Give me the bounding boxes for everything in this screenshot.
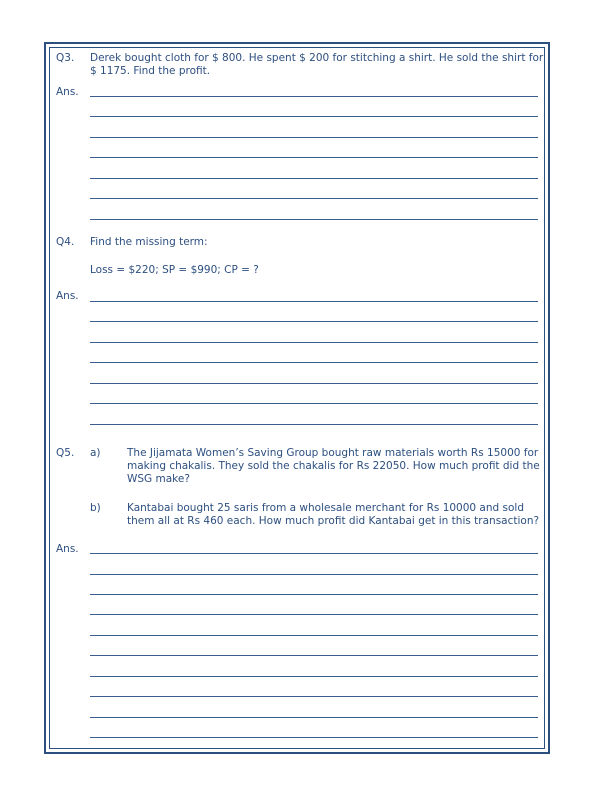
worksheet-inner-border xyxy=(49,47,545,749)
answer-line xyxy=(90,696,538,697)
q5-part-b-label: b) xyxy=(90,502,101,514)
q4-answer-label: Ans. xyxy=(56,290,79,302)
q5-part-a-text: The Jijamata Women’s Saving Group bought raw materials worth Rs 15000 for making chakalis. They sold the chakalis for Rs 22050. How much profit did the WSG make? xyxy=(127,447,540,485)
q4-number: Q4. xyxy=(56,236,75,248)
q3-answer-label: Ans. xyxy=(56,86,79,98)
answer-line xyxy=(90,635,538,636)
answer-line xyxy=(90,219,538,220)
answer-line xyxy=(90,403,538,404)
q5-number: Q5. xyxy=(56,447,75,459)
answer-line xyxy=(90,553,538,554)
q4-question-text: Find the missing term: xyxy=(90,236,208,248)
answer-line xyxy=(90,676,538,677)
answer-line xyxy=(90,116,538,117)
answer-line xyxy=(90,137,538,138)
q4-given-values: Loss = $220; SP = $990; CP = ? xyxy=(90,264,259,276)
answer-line xyxy=(90,178,538,179)
answer-line xyxy=(90,383,538,384)
answer-line xyxy=(90,717,538,718)
q3-question-text: Derek bought cloth for $ 800. He spent $ 200 for stitching a shirt. He sold the shirt for $ 1175. Find the profit. xyxy=(90,52,544,77)
answer-line xyxy=(90,342,538,343)
answer-line xyxy=(90,424,538,425)
answer-line xyxy=(90,96,538,97)
worksheet-border xyxy=(44,42,550,754)
answer-line xyxy=(90,362,538,363)
answer-line xyxy=(90,594,538,595)
answer-line xyxy=(90,655,538,656)
answer-line xyxy=(90,157,538,158)
q5-part-a-label: a) xyxy=(90,447,101,459)
answer-line xyxy=(90,614,538,615)
answer-line xyxy=(90,301,538,302)
answer-line xyxy=(90,198,538,199)
answer-line xyxy=(90,574,538,575)
q5-answer-label: Ans. xyxy=(56,543,79,555)
answer-line xyxy=(90,737,538,738)
q3-number: Q3. xyxy=(56,52,75,64)
q5-part-b-text: Kantabai bought 25 saris from a wholesale merchant for Rs 10000 and sold them all at Rs 460 each. How much profit did Kantabai get in this transaction? xyxy=(127,502,540,527)
answer-line xyxy=(90,321,538,322)
